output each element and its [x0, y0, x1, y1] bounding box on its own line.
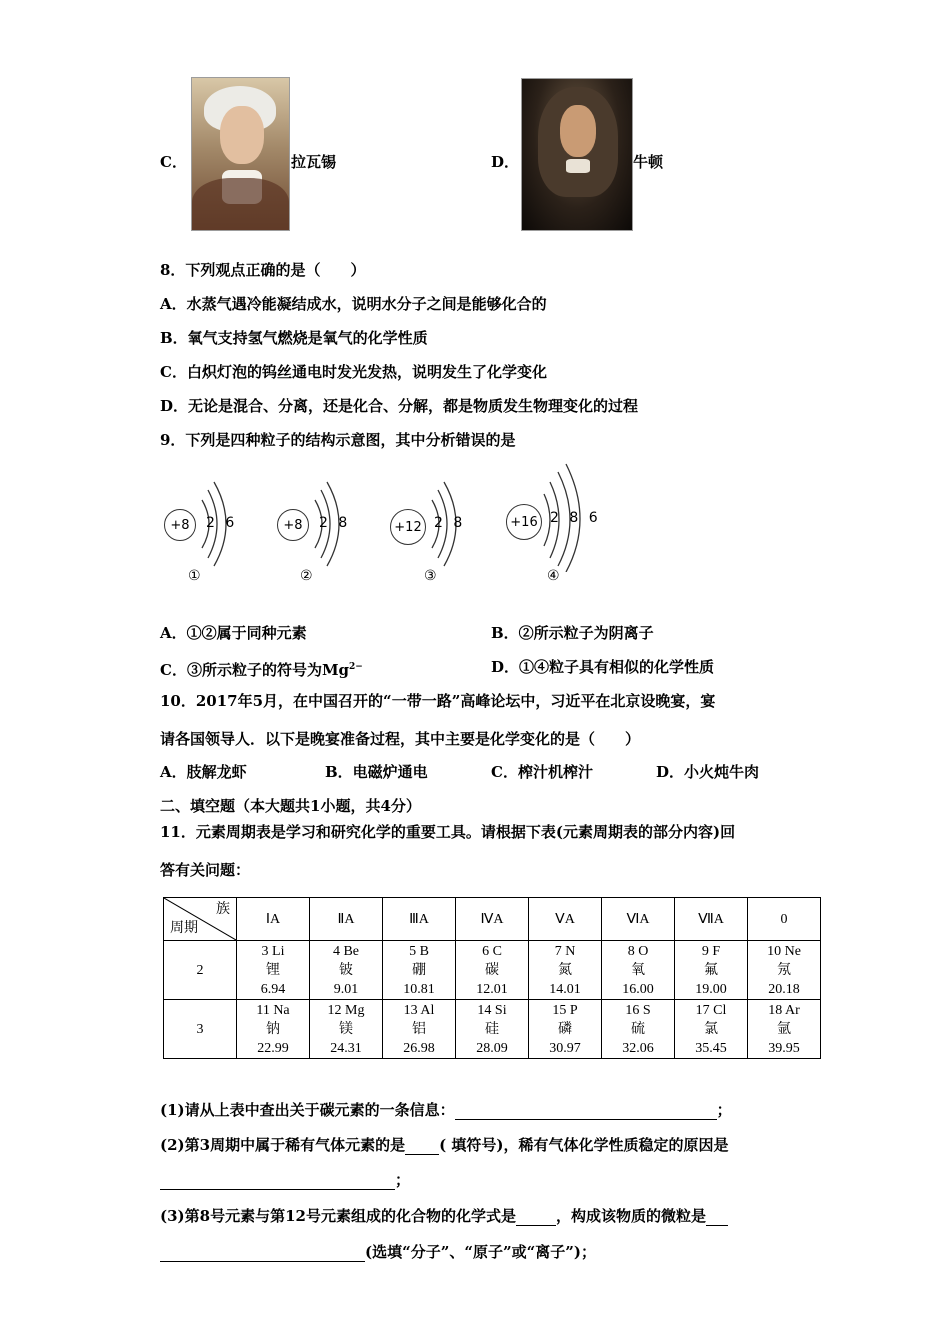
q8-option-d: D．无论是混合、分离，还是化合、分解，都是物质发生物理变化的过程	[160, 397, 639, 415]
nucleus: +12	[390, 509, 426, 545]
part3-text-b: ，构成该物质的微粒是	[555, 1207, 706, 1225]
group-header: ⅥA	[602, 898, 675, 941]
option-c-letter: C．	[160, 153, 187, 171]
element-mass: 12.01	[476, 981, 508, 997]
element-cell	[529, 941, 602, 1000]
element-cell	[310, 1000, 383, 1059]
element-mass: 30.97	[549, 1040, 581, 1056]
element-symbol: 12 Mg	[327, 1002, 365, 1018]
element-symbol: 10 Ne	[767, 943, 801, 959]
table-row-period-2	[164, 941, 821, 1000]
q9-option-d: D．①④粒子具有相似的化学性质	[491, 658, 715, 676]
element-cell	[675, 1000, 748, 1059]
element-symbol: 13 Al	[403, 1002, 435, 1018]
q9-option-b: B．②所示粒子为阴离子	[491, 624, 654, 642]
element-mass: 32.06	[622, 1040, 654, 1056]
element-symbol: 9 F	[701, 943, 721, 959]
answer-blank-2b[interactable]	[160, 1173, 395, 1190]
atom-diagram-2	[275, 462, 365, 592]
q11-stem-line1: 11．元素周期表是学习和研究化学的重要工具。请根据下表(元素周期表的部分内容)回	[160, 823, 736, 841]
element-name: 氩	[777, 1021, 791, 1037]
element-name: 氯	[704, 1021, 718, 1037]
element-symbol: 6 C	[482, 943, 502, 959]
group-header: ⅠA	[237, 898, 310, 941]
element-symbol: 11 Na	[256, 1002, 290, 1018]
q10-stem-line2: 请各国领导人．以下是晚宴准备过程，其中主要是化学变化的是（ ）	[160, 730, 641, 748]
element-cell	[456, 941, 529, 1000]
element-name: 铍	[339, 962, 353, 978]
shell-electrons: 2 8	[434, 515, 466, 531]
element-mass: 20.18	[768, 981, 800, 997]
element-symbol: 15 P	[552, 1002, 578, 1018]
element-cell	[675, 941, 748, 1000]
element-symbol: 8 O	[627, 943, 649, 959]
option-c-name: 拉瓦锡	[291, 153, 337, 171]
part1-end: ；	[716, 1101, 732, 1119]
diagram-label: ②	[300, 568, 313, 584]
q8-option-a: A．水蒸气遇冷能凝结成水，说明水分子之间是能够化合的	[160, 295, 547, 313]
element-cell	[529, 1000, 602, 1059]
element-mass: 19.00	[695, 981, 727, 997]
answer-blank-3b-start[interactable]	[706, 1209, 728, 1226]
group-header: ⅢA	[383, 898, 456, 941]
q10-option-c: C．榨汁机榨汁	[491, 763, 593, 781]
answer-blank-1[interactable]	[455, 1103, 717, 1120]
group-header: ⅦA	[675, 898, 748, 941]
option-d-letter: D．	[491, 153, 520, 171]
q11-part2-continued	[160, 1170, 410, 1190]
q9-option-c: C．③所示粒子的符号为$Mg^{2-}$	[160, 661, 363, 679]
section-heading: 二、填空题（本大题共1小题，共4分）	[160, 797, 421, 815]
nucleus: +8	[164, 509, 196, 541]
element-name: 磷	[558, 1021, 572, 1037]
q8-option-b: B．氧气支持氢气燃烧是氧气的化学性质	[160, 329, 428, 347]
element-mass: 28.09	[476, 1040, 508, 1056]
atom-diagram-3	[388, 462, 483, 592]
element-mass: 26.98	[403, 1040, 435, 1056]
q11-part3	[160, 1206, 728, 1226]
element-mass: 9.01	[333, 981, 359, 997]
element-symbol: 16 S	[625, 1002, 651, 1018]
q10-stem-line1: 10．2017年5月，在中国召开的“一带一路”高峰论坛中，习近平在北京设晚宴，宴	[160, 692, 716, 710]
period-label: 3	[164, 1000, 237, 1059]
element-name: 氮	[558, 962, 572, 978]
part3-text-a: (3)第8号元素与第12号元素组成的化合物的化学式是	[160, 1207, 516, 1225]
group-header: ⅣA	[456, 898, 529, 941]
element-symbol: 7 N	[554, 943, 576, 959]
diagram-label: ④	[547, 568, 560, 584]
diagram-label: ③	[424, 568, 437, 584]
element-mass: 39.95	[768, 1040, 800, 1056]
element-name: 硼	[412, 962, 426, 978]
q9-option-a: A．①②属于同种元素	[160, 624, 307, 642]
group-header: 0	[748, 898, 821, 941]
element-name: 镁	[339, 1021, 353, 1037]
diagram-label: ①	[188, 568, 201, 584]
shell-electrons: 2 8	[319, 515, 351, 531]
shell-electrons: 2 8 6	[550, 510, 601, 526]
part2-text-b: ( 填符号)，稀有气体化学性质稳定的原因是	[439, 1136, 729, 1154]
element-name: 氟	[704, 962, 718, 978]
q8-stem: 8．下列观点正确的是（ ）	[160, 261, 366, 279]
answer-blank-3b[interactable]	[160, 1245, 365, 1262]
element-mass: 6.94	[260, 981, 286, 997]
element-symbol: 3 Li	[261, 943, 285, 959]
element-mass: 24.31	[330, 1040, 362, 1056]
element-cell	[383, 941, 456, 1000]
option-d-name: 牛顿	[633, 153, 664, 171]
table-row-period-3	[164, 1000, 821, 1059]
element-name: 铝	[412, 1021, 426, 1037]
element-mass: 16.00	[622, 981, 654, 997]
table-corner	[164, 898, 237, 941]
element-cell	[456, 1000, 529, 1059]
corner-group-label: 族	[216, 902, 230, 917]
q11-part3-continued	[160, 1242, 596, 1262]
periodic-table	[163, 897, 821, 1059]
q10-option-b: B．电磁炉通电	[325, 763, 428, 781]
part3-text-c: (选填“分子”、“原子”或“离子”)；	[365, 1243, 596, 1261]
q10-option-a: A．肢解龙虾	[160, 763, 247, 781]
answer-blank-2a[interactable]	[405, 1138, 439, 1155]
element-cell	[383, 1000, 456, 1059]
element-symbol: 18 Ar	[768, 1002, 800, 1018]
lavoisier-portrait	[191, 77, 290, 231]
element-cell	[602, 1000, 675, 1059]
q8-option-c: C．白炽灯泡的钨丝通电时发光发热，说明发生了化学变化	[160, 363, 547, 381]
element-symbol: 17 Cl	[695, 1002, 727, 1018]
newton-portrait	[521, 78, 633, 231]
element-name: 硫	[631, 1021, 645, 1037]
element-name: 氧	[631, 962, 645, 978]
answer-blank-3a[interactable]	[516, 1209, 556, 1226]
corner-period-label: 周期	[170, 921, 198, 936]
superscript-charge: 2−	[349, 662, 363, 672]
element-cell	[748, 941, 821, 1000]
group-header: ⅡA	[310, 898, 383, 941]
element-cell	[310, 941, 383, 1000]
q10-option-d: D．小火炖牛肉	[656, 763, 760, 781]
element-name: 硅	[485, 1021, 499, 1037]
element-mass: 10.81	[403, 981, 435, 997]
element-symbol: 14 Si	[477, 1002, 507, 1018]
part2-end: ；	[395, 1171, 411, 1189]
q11-part2	[160, 1135, 729, 1155]
element-symbol: 4 Be	[332, 943, 360, 959]
element-cell	[237, 1000, 310, 1059]
atom-diagram-1	[160, 462, 250, 592]
q9-stem: 9．下列是四种粒子的结构示意图，其中分析错误的是	[160, 431, 516, 449]
shell-electrons: 2 6	[206, 515, 238, 531]
q11-part1	[160, 1100, 732, 1120]
group-header: ⅤA	[529, 898, 602, 941]
element-cell	[748, 1000, 821, 1059]
element-name: 碳	[485, 962, 499, 978]
atom-diagram-4	[504, 462, 614, 592]
part2-text-a: (2)第3周期中属于稀有气体元素的是	[160, 1136, 406, 1154]
nucleus: +16	[506, 504, 542, 540]
element-cell	[602, 941, 675, 1000]
q11-stem-line2: 答有关问题：	[160, 861, 251, 879]
element-mass: 35.45	[695, 1040, 727, 1056]
element-name: 锂	[266, 962, 280, 978]
period-label: 2	[164, 941, 237, 1000]
element-cell	[237, 941, 310, 1000]
part1-text: (1)请从上表中查出关于碳元素的一条信息：	[160, 1101, 455, 1119]
element-symbol: 5 B	[409, 943, 429, 959]
element-name: 氖	[777, 962, 791, 978]
element-mass: 22.99	[257, 1040, 289, 1056]
element-mass: 14.01	[549, 981, 581, 997]
nucleus: +8	[277, 509, 309, 541]
element-name: 钠	[266, 1021, 280, 1037]
